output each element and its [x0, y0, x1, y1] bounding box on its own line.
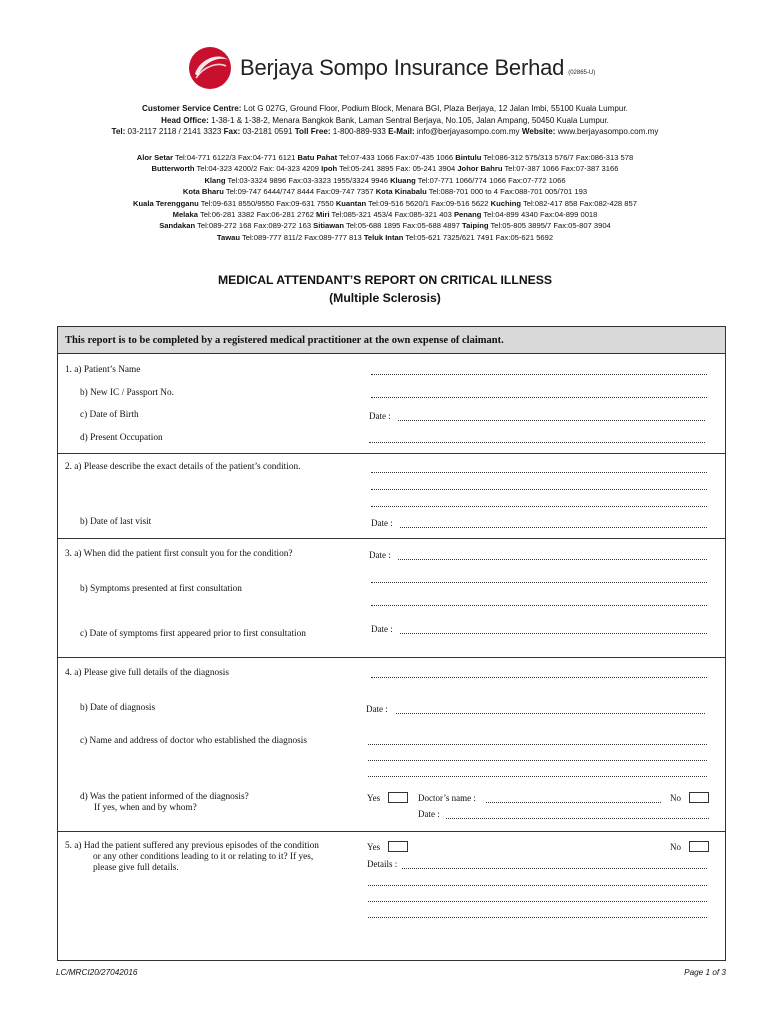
q4d-no-label: No [670, 793, 681, 803]
contact-numbers-line: Tel: 03-2117 2118 / 2141 3323 Fax: 03-2181 0591 Toll Free: 1-800-889-933 E-Mail: info@berjayasompo.com.my Website: www.berjayasompo.com.my [111, 127, 659, 137]
branch-name: Tawau [216, 232, 240, 242]
branch-contact: Tel:03-3324 9896 Fax:03-3323 1955/3324 9946 [225, 175, 391, 185]
branch-contact: Tel:085-321 453/4 Fax:085-321 403 [329, 210, 454, 220]
branch-contact: Tel:07-387 1066 Fax:07-387 3166 [502, 164, 619, 174]
form-title-main: MEDICAL ATTENDANT’S REPORT ON CRITICAL ILLNESS [217, 273, 553, 287]
branch-contact: Tel:088-701 000 to 4 Fax:088-701 005/701 193 [426, 187, 588, 197]
section-divider [58, 453, 725, 454]
branch-line [0, 198, 770, 209]
q4c-label: c) Name and address of doctor who established the diagnosis [80, 736, 307, 746]
q4d-yes-checkbox[interactable] [388, 792, 408, 803]
doctor-name-label: Doctor’s name : [418, 793, 476, 803]
branch-contact: Tel:07-433 1066 Fax:07-435 1066 [337, 153, 456, 162]
customer-service-line: Customer Service Centre: Lot G 027G, Ground Floor, Podium Block, Menara BGI, Plaza Berjaya, 12 Jalan Imbi, 55100 Kuala Lumpur. [142, 104, 628, 113]
section-divider [58, 657, 725, 658]
section-divider [58, 831, 725, 832]
branch-contact: Tel:089-272 168 Fax:089-272 163 [195, 221, 314, 231]
branch-contact: Tel:04-899 4340 Fax:04-899 0018 [481, 210, 598, 220]
doctor-address-field-2[interactable] [368, 760, 707, 761]
symptoms-date-field[interactable] [400, 633, 707, 634]
branch-contact: Tel:09-747 6444/747 8444 Fax:09-747 7357 [223, 187, 376, 197]
q5a-label: 5. a) Had the patient suffered any previous episodes of the condition [65, 841, 319, 851]
diagnosis-date-label: Date : [366, 704, 388, 714]
branch-name: Kluang [390, 175, 416, 185]
branch-name: Batu Pahat [297, 153, 338, 162]
branch-line [0, 220, 770, 231]
occupation-field[interactable] [369, 442, 705, 443]
diagnosis-date-field[interactable] [396, 713, 705, 714]
q4b-label: b) Date of diagnosis [80, 703, 156, 713]
symptoms-date-label: Date : [371, 624, 393, 634]
q4d-date-label: Date : [418, 809, 440, 819]
branch-contact: Tel:09-516 5620/1 Fax:09-516 5622 [366, 198, 491, 208]
form-reference: LC/MRCI20/27042016 [56, 968, 138, 977]
q4d-date-field[interactable] [446, 818, 709, 819]
q1d-label: d) Present Occupation [80, 433, 163, 443]
branch-contact: Tel:06-281 3382 Fax:06-281 2762 [197, 210, 317, 220]
branch-contact: Tel:086-312 575/313 576/7 Fax:086-313 578 [481, 153, 634, 162]
branch-line [0, 152, 770, 163]
branch-name: Kuala Terengganu [133, 198, 199, 208]
ic-passport-field[interactable] [371, 397, 707, 398]
branch-name: Johor Bahru [457, 164, 503, 174]
details-field-2[interactable] [368, 885, 707, 886]
branch-contact: Tel:05-805 3895/7 Fax:05-807 3904 [488, 221, 611, 231]
q2a-label: 2. a) Please describe the exact details of the patient’s condition. [65, 462, 301, 472]
branch-line [0, 209, 770, 220]
company-header [186, 44, 595, 92]
details-field-3[interactable] [368, 901, 707, 902]
contact-block [0, 103, 770, 138]
patient-name-field[interactable] [371, 374, 707, 375]
q5-yes-checkbox[interactable] [388, 841, 408, 852]
details-label: Details : [367, 859, 398, 869]
branch-contact: Tel:04-771 6122/3 Fax:04-771 6121 [173, 153, 298, 162]
branch-name: Kuching [490, 198, 521, 208]
dob-date-label: Date : [369, 411, 391, 421]
q3a-label: 3. a) When did the patient first consult you for the condition? [65, 549, 293, 559]
branch-name: Kuantan [335, 198, 367, 208]
doctor-name-field[interactable] [486, 802, 661, 803]
branch-line [0, 186, 770, 197]
q4d-yes-label: Yes [367, 793, 381, 803]
branch-contact: Tel:089-777 811/2 Fax:089-777 813 [239, 232, 364, 242]
branch-line [0, 163, 770, 174]
q5-no-checkbox[interactable] [689, 841, 709, 852]
branch-line [0, 175, 770, 186]
branch-contact: Tel:05-621 7325/621 7491 Fax:05-621 5692 [403, 232, 554, 242]
form-instruction: This report is to be completed by a registered medical practitioner at the own expense of claimant. [58, 327, 725, 354]
branch-name: Butterworth [151, 164, 195, 174]
doctor-address-field-1[interactable] [368, 744, 707, 745]
q3c-label: c) Date of symptoms first appeared prior to first consultation [80, 629, 306, 639]
first-consult-date-label: Date : [369, 550, 391, 560]
branch-contact: Tel:05-688 1895 Fax:05-688 4897 [343, 221, 463, 231]
page-number: Page 1 of 3 [684, 968, 726, 977]
branch-name: Penang [453, 210, 482, 220]
symptoms-field-1[interactable] [371, 582, 707, 583]
q5-no-label: No [670, 842, 681, 852]
details-field-4[interactable] [368, 917, 707, 918]
q3b-label: b) Symptoms presented at first consultation [80, 584, 242, 594]
branch-name: Melaka [172, 210, 198, 220]
branch-name: Alor Setar [136, 153, 174, 162]
company-reg-no: (02865-U) [568, 70, 596, 76]
q5-yes-label: Yes [367, 842, 381, 852]
branch-directory [0, 152, 770, 243]
doctor-address-field-3[interactable] [368, 776, 707, 777]
q4a-label: 4. a) Please give full details of the diagnosis [65, 668, 229, 678]
q5a-label-2: or any other conditions leading to it or relating to it? If yes, [93, 852, 314, 862]
head-office-line: Head Office: 1-38-1 & 1-38-2, Menara Bangkok Bank, Laman Sentral Berjaya, No.105, Jalan Ampang, 50450 Kuala Lumpur. [161, 115, 609, 125]
branch-name: Teluk Intan [363, 232, 404, 242]
dob-field[interactable] [398, 420, 705, 421]
form-title [0, 271, 770, 307]
branch-contact: Tel:07-771 1066/774 1066 Fax:07-772 1066 [415, 175, 566, 185]
branch-name: Ipoh [321, 164, 338, 174]
section-divider [58, 538, 725, 539]
q4d-sublabel: If yes, when and by whom? [94, 803, 197, 813]
condition-details-field-2[interactable] [371, 489, 707, 490]
branch-name: Kota Kinabalu [375, 187, 427, 197]
branch-name: Sitiawan [313, 221, 344, 231]
first-consult-date-field[interactable] [398, 559, 707, 560]
branch-name: Klang [204, 175, 226, 185]
q1a-label: 1. a) Patient’s Name [65, 365, 141, 375]
q4d-label: d) Was the patient informed of the diagnosis? [80, 792, 249, 802]
diagnosis-details-field[interactable] [371, 677, 707, 678]
company-logo-icon [186, 44, 234, 92]
branch-line [0, 232, 770, 243]
q4d-no-checkbox[interactable] [689, 792, 709, 803]
condition-details-field-3[interactable] [371, 506, 707, 507]
form-title-sub: (Multiple Sclerosis) [329, 291, 441, 305]
q1c-label: c) Date of Birth [80, 410, 139, 420]
branch-name: Kota Bharu [182, 187, 224, 197]
q2b-label: b) Date of last visit [80, 517, 152, 527]
last-visit-date-field[interactable] [400, 527, 707, 528]
symptoms-field-2[interactable] [371, 605, 707, 606]
company-name: Berjaya Sompo Insurance Berhad [240, 55, 565, 80]
branch-name: Sandakan [159, 221, 196, 231]
branch-name: Bintulu [455, 153, 482, 162]
condition-details-field-1[interactable] [371, 472, 707, 473]
details-field-1[interactable] [402, 868, 707, 869]
q5a-label-3: please give full details. [93, 863, 179, 873]
branch-contact: Tel:04-323 4200/2 Fax: 04-323 4209 [194, 164, 322, 174]
branch-contact: Tel:082-417 858 Fax:082-428 857 [520, 198, 637, 208]
branch-contact: Tel:09-631 8550/9550 Fax:09-631 7550 [198, 198, 336, 208]
branch-name: Miri [316, 210, 330, 220]
report-form [57, 326, 726, 961]
branch-name: Taiping [462, 221, 489, 231]
last-visit-date-label: Date : [371, 518, 393, 528]
branch-contact: Tel:05-241 3895 Fax: 05-241 3904 [337, 164, 458, 174]
q1b-label: b) New IC / Passport No. [80, 388, 174, 398]
